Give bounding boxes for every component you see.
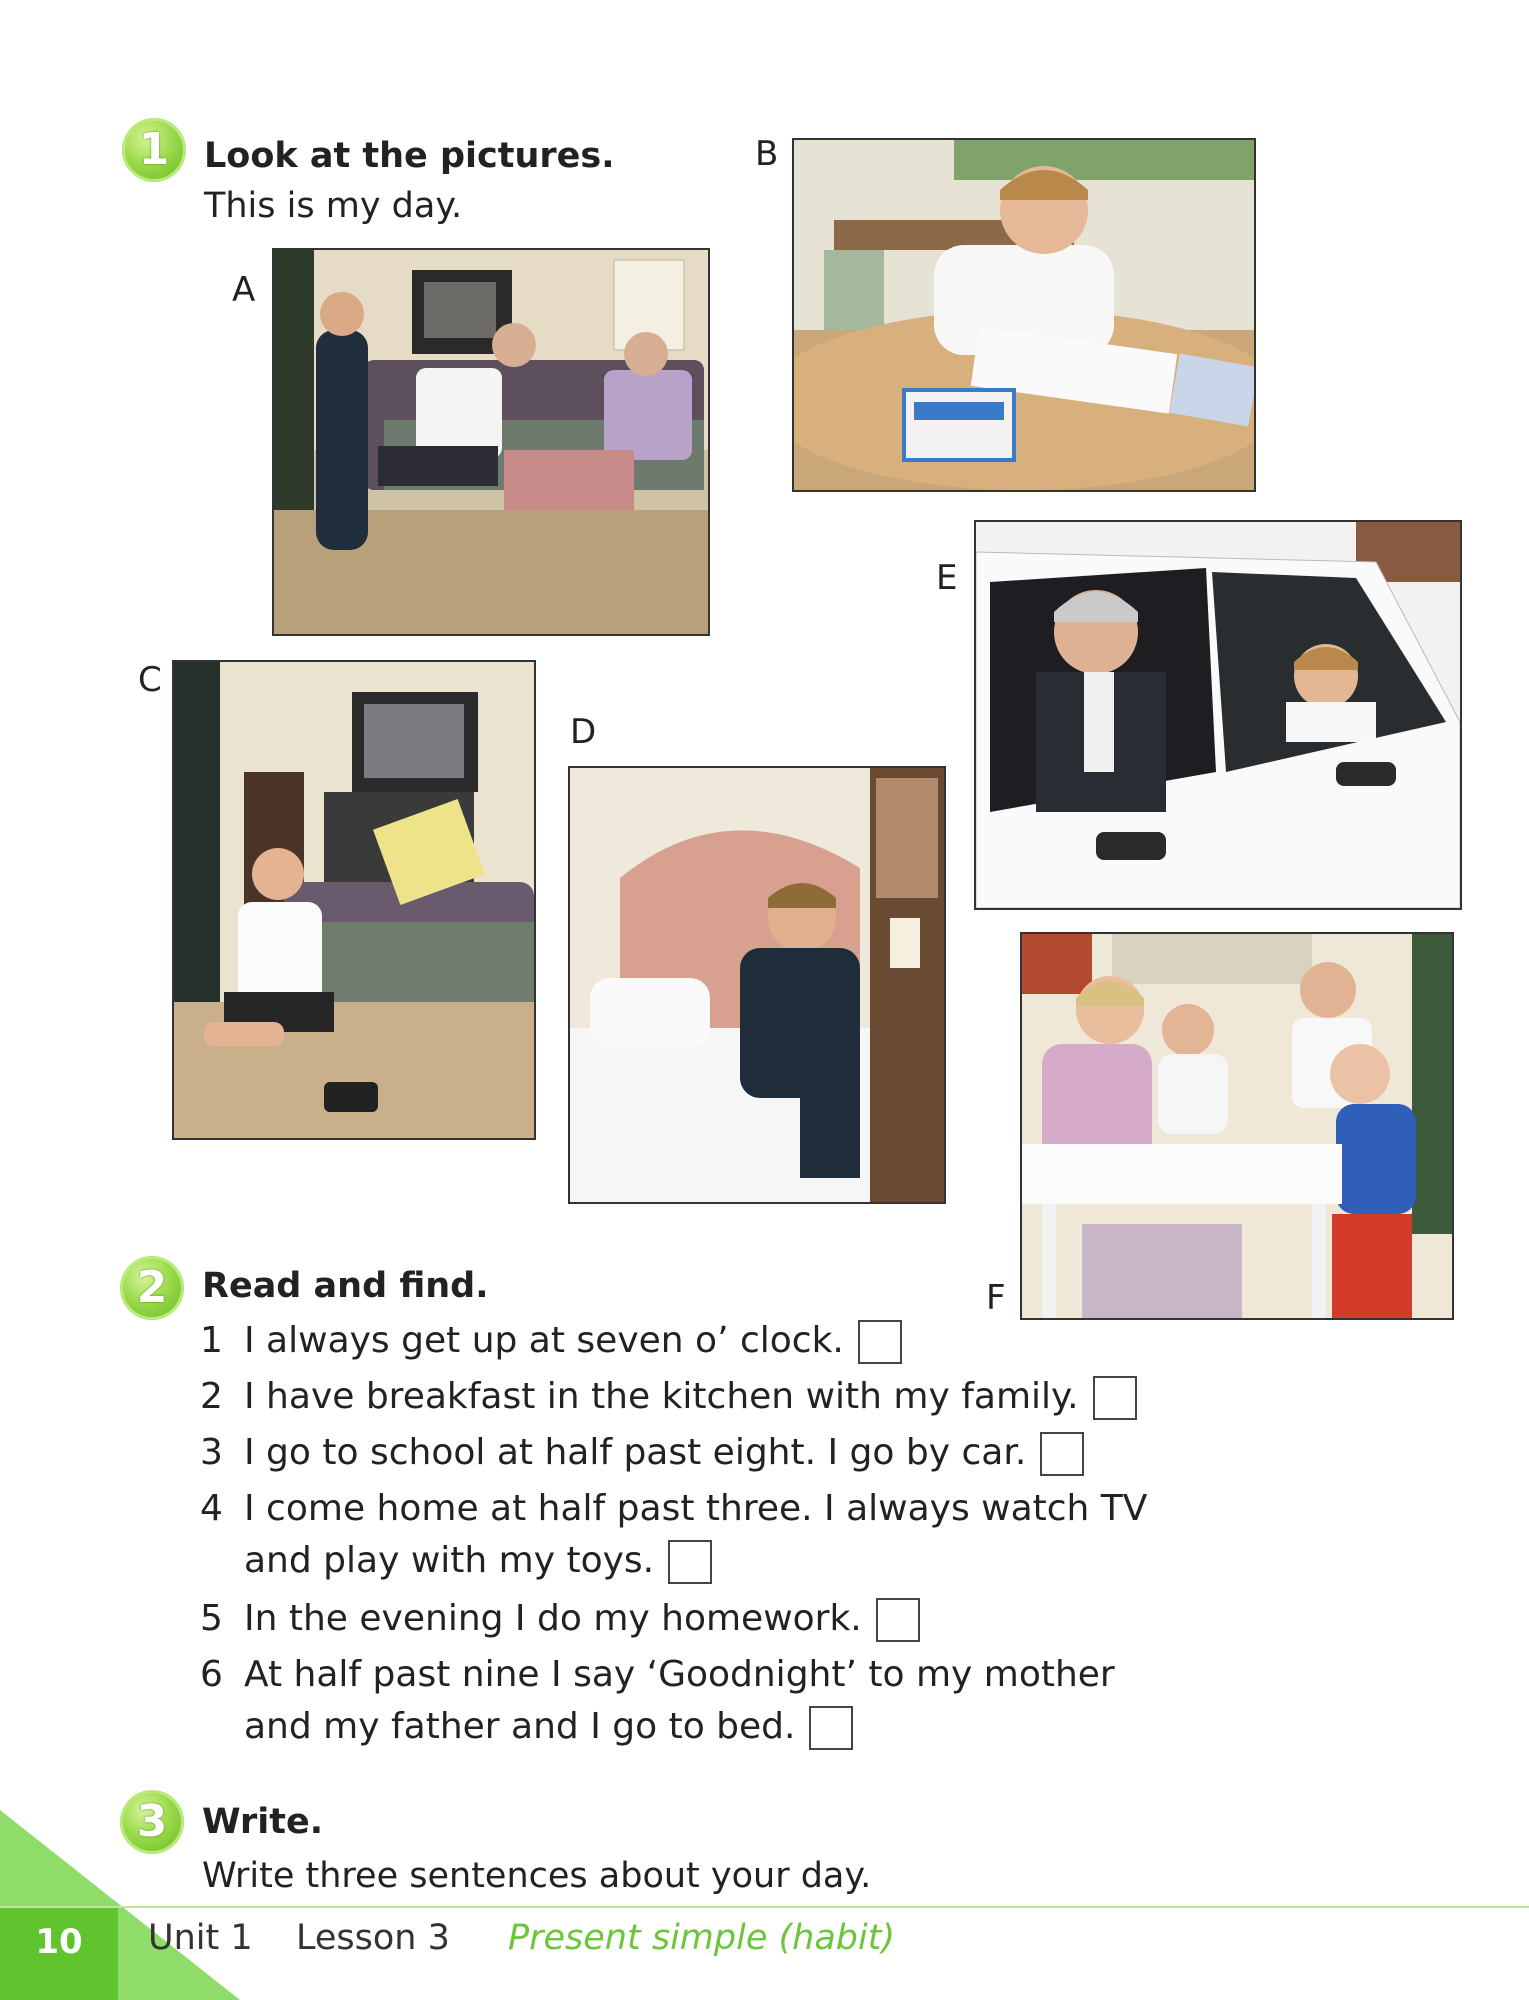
item-text: In the evening I do my homework.	[244, 1598, 862, 1639]
exercise-3-badge: 3	[120, 1790, 184, 1854]
item-number: 3	[200, 1432, 223, 1473]
photo-f-breakfast	[1020, 932, 1454, 1320]
photo-label-c: C	[138, 660, 162, 700]
photo-a-living-room	[272, 248, 710, 636]
exercise-1-badge: 1	[122, 118, 186, 182]
item-number: 5	[200, 1598, 223, 1639]
list-item-5	[244, 1598, 920, 1642]
item-text: I have breakfast in the kitchen with my family.	[244, 1376, 1079, 1417]
photo-b-homework	[792, 138, 1256, 492]
item-number: 2	[200, 1376, 223, 1417]
photo-label-f: F	[986, 1278, 1006, 1318]
photo-d-bedtime	[568, 766, 946, 1204]
item-text: I go to school at half past eight. I go by car.	[244, 1432, 1027, 1473]
item-number: 4	[200, 1488, 223, 1529]
footer-unit: Unit 1	[148, 1918, 253, 1958]
page-number: 10	[35, 1922, 83, 1962]
photo-label-d: D	[570, 712, 597, 752]
list-item-2	[244, 1376, 1137, 1420]
exercise-1-subtitle: This is my day.	[204, 186, 463, 226]
footer-lesson: Lesson 3	[296, 1918, 450, 1958]
item-text: I always get up at seven o’ clock.	[244, 1320, 844, 1361]
photo-c-playing	[172, 660, 536, 1140]
list-item-4	[244, 1488, 1147, 1529]
item-text: At half past nine I say ‘Goodnight’ to my mother	[244, 1654, 1115, 1695]
exercise-1-title: Look at the pictures.	[204, 136, 615, 176]
exercise-2-badge: 2	[120, 1256, 184, 1320]
exercise-2-title: Read and find.	[202, 1266, 489, 1306]
answer-box-6[interactable]	[809, 1706, 853, 1750]
item-number: 1	[200, 1320, 223, 1361]
exercise-3-instruction: Write three sentences about your day.	[202, 1856, 872, 1896]
answer-box-3[interactable]	[1040, 1432, 1084, 1476]
exercise-3-title: Write.	[202, 1802, 324, 1842]
item-text: I come home at half past three. I always watch TV	[244, 1488, 1148, 1529]
list-item-4-continued	[244, 1540, 712, 1584]
footer-topic: Present simple (habit)	[508, 1918, 896, 1958]
list-item-6-continued	[244, 1706, 853, 1750]
photo-label-e: E	[936, 558, 958, 598]
footer-divider	[0, 1906, 1529, 1908]
list-item-6	[244, 1654, 1115, 1695]
item-text: and play with my toys.	[244, 1540, 655, 1581]
photo-label-b: B	[755, 134, 779, 174]
answer-box-2[interactable]	[1093, 1376, 1137, 1420]
list-item-3	[244, 1432, 1084, 1476]
answer-box-1[interactable]	[858, 1320, 902, 1364]
list-item-1	[244, 1320, 902, 1364]
item-number: 6	[200, 1654, 223, 1695]
answer-box-4[interactable]	[668, 1540, 712, 1584]
photo-e-car	[974, 520, 1462, 910]
answer-box-5[interactable]	[876, 1598, 920, 1642]
item-text: and my father and I go to bed.	[244, 1706, 796, 1747]
photo-label-a: A	[232, 270, 256, 310]
